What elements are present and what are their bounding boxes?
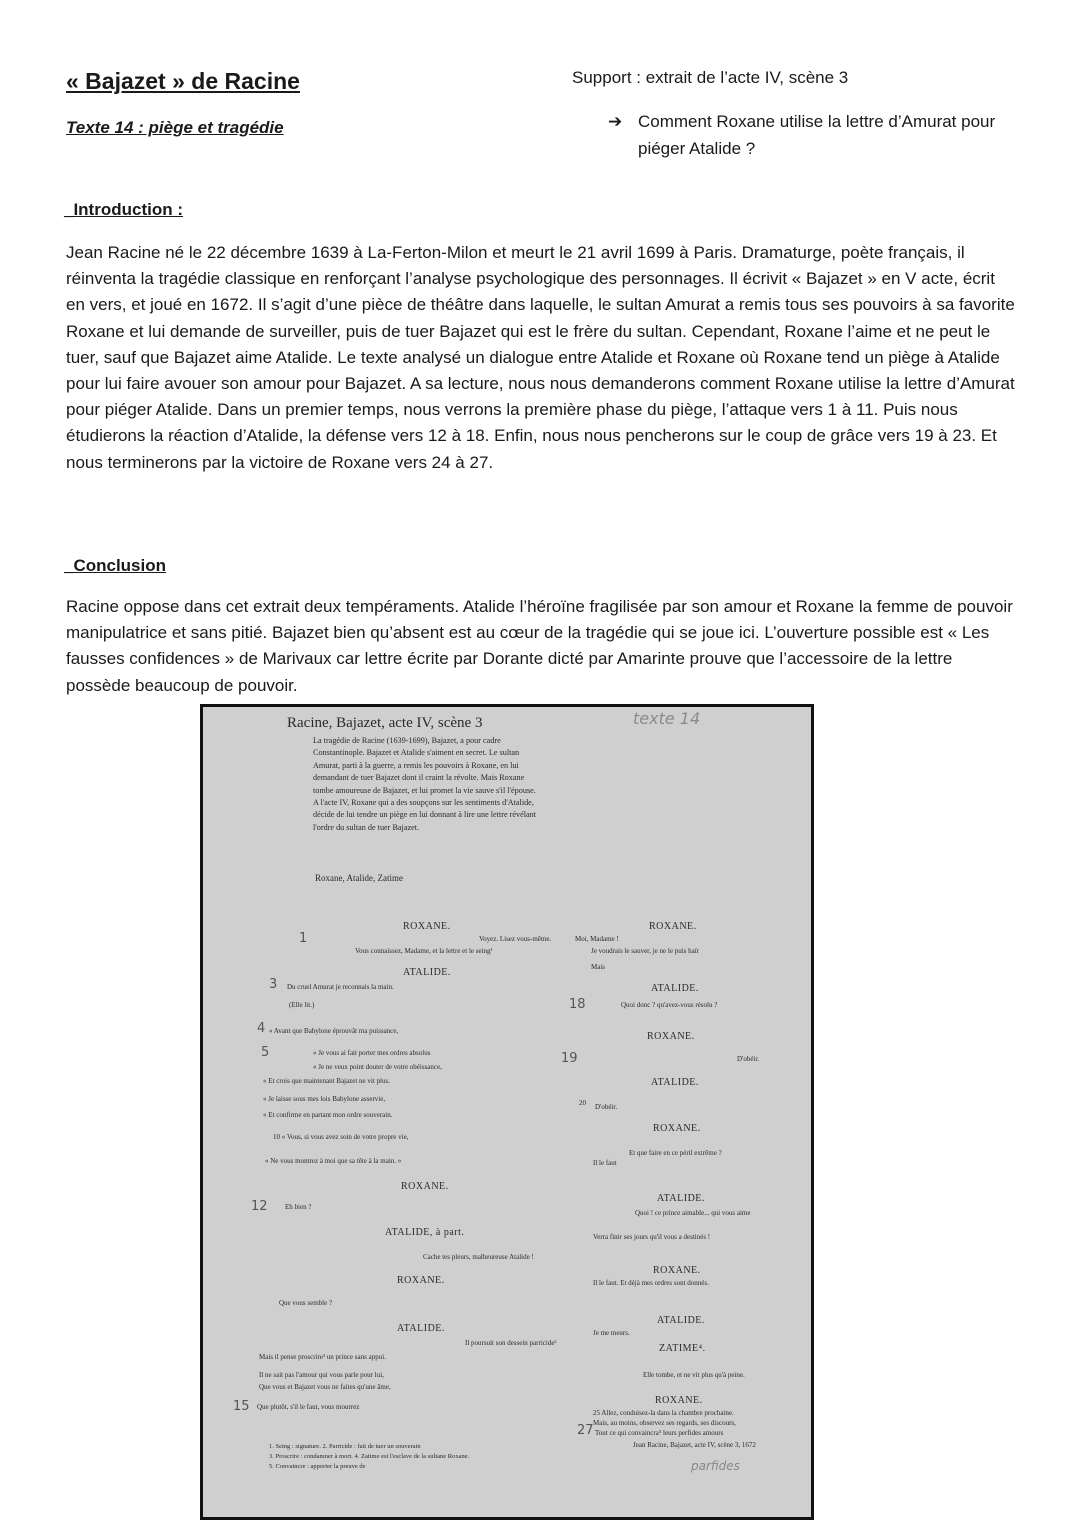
photo-line: ROXANE. [649, 921, 697, 932]
photo-line: ATALIDE. [657, 1315, 705, 1326]
photo-line: ATALIDE. [651, 983, 699, 994]
photo-line: Eh bien ? [285, 1203, 312, 1211]
photo-line: D'obéir. [595, 1103, 618, 1111]
photo-line: Mais [591, 963, 605, 971]
photo-characters: Roxane, Atalide, Zatime [315, 873, 403, 883]
photo-line: « Avant que Babylone éprouvât ma puissance, [269, 1027, 399, 1035]
photo-line: Du cruel Amurat je reconnais la main. [287, 983, 394, 991]
photo-line: ROXANE. [403, 921, 451, 932]
photo-line: Il le faut. Et déjà mes ordres sont donnés. [593, 1279, 709, 1287]
photo-line: ATALIDE. [397, 1323, 445, 1334]
introduction-heading: _Introduction : [64, 200, 183, 219]
photo-line: ROXANE. [647, 1031, 695, 1042]
photo-line: Elle tombe, et ne vit plus qu'à peine. [643, 1371, 745, 1379]
support-label: Support : extrait de l’acte IV, scène 3 [572, 68, 849, 87]
photo-line: « Je laisse sous mes lois Babylone asservie, [263, 1095, 386, 1103]
photo-line: Que vous et Bajazet vous ne faites qu'une âme, [259, 1383, 391, 1391]
photo-line: 25 Allez, conduisez-la dans la chambre prochaine. [593, 1409, 734, 1417]
photo-line: (Elle lit.) [289, 1001, 315, 1009]
scanned-text-photo [200, 704, 814, 1520]
photo-handwritten-tag: texte 14 [633, 709, 701, 728]
photo-intro: La tragédie de Racine (1639-1699), Bajazet, a pour cadre Constantinople. Bajazet et Atalide s'aiment en secret. Le sultan Amurat, parti à la guerre, a remis les pouvoirs à Roxane, en lui demandant de tuer Bajazet dont il craint la révolte. Mais Roxane tombe amoureuse de Bajazet, et lui promet la vie sauve s'il l'épouse. A l'acte IV, Roxane qui a des soupçons sur les sentiments d'Atalide, décide de lui tendre un piège en lui donnant à lire une lettre révélant l'ordre du sultan de tuer Bajazet. [313, 736, 537, 832]
photo-line: 15 [233, 1399, 250, 1414]
photo-line: Vous connaissez, Madame, et la lettre et le seing¹ [355, 947, 493, 955]
photo-line: ATALIDE. [651, 1077, 699, 1088]
photo-line: Et que faire en ce péril extrême ? [629, 1149, 722, 1157]
photo-line: « Je vous ai fait porter mes ordres absolus [313, 1049, 431, 1057]
photo-line: 27 [577, 1423, 594, 1438]
photo-line: 1 [299, 931, 308, 946]
photo-line: Verra finir ses jours qu'il vous a destinés ! [593, 1233, 711, 1241]
photo-line: Je voudrais le sauver, je ne le puis haïr [591, 947, 699, 955]
photo-line: ATALIDE, à part. [385, 1227, 465, 1238]
conclusion-heading: _Conclusion [64, 556, 167, 575]
photo-line: 3 [269, 977, 278, 992]
photo-line: 5. Convaincre : apporter la preuve de [269, 1463, 366, 1470]
photo-line: Tout ce qui convaincra⁵ leurs perfides amours [595, 1429, 724, 1437]
photo-line: 10 « Vous, si vous avez soin de votre propre vie, [273, 1133, 409, 1141]
photo-line: Jean Racine, Bajazet, acte IV, scène 3, 1672 [633, 1441, 756, 1449]
photo-line: Il le faut [593, 1159, 617, 1167]
photo-line: « Et confirme en partant mon ordre souverain. [263, 1111, 393, 1119]
photo-line: ATALIDE. [403, 967, 451, 978]
photo-line: Mais, au moins, observez ses regards, ses discours, [593, 1419, 736, 1427]
photo-line: Voyez. Lisez vous-même. [479, 935, 552, 943]
photo-line: D'obéir. [737, 1055, 760, 1063]
photo-line: 3. Proscrire : condamner à mort. 4. Zatime est l'esclave de la sultane Roxane. [269, 1453, 470, 1460]
photo-line: 20 [579, 1099, 586, 1107]
photo-line: ROXANE. [397, 1275, 445, 1286]
photo-line: « Je ne veux point douter de votre obéissance, [313, 1063, 442, 1071]
photo-line: 4 [257, 1021, 266, 1036]
photo-line: « Et crois que maintenant Bajazet ne vit plus. [263, 1077, 390, 1085]
photo-title: Racine, Bajazet, acte IV, scène 3 [287, 715, 483, 731]
photo-line: Mais il pense proscrire³ un prince sans appui. [259, 1353, 386, 1361]
photo-line: Que plutôt, s'il le faut, vous mourrez [257, 1403, 360, 1411]
document-title: « Bajazet » de Racine [66, 68, 300, 94]
photo-line: Il poursuit son dessein parricide² [465, 1339, 557, 1347]
photo-line: ROXANE. [653, 1123, 701, 1134]
photo-line: Moi, Madame ! [575, 935, 619, 943]
photo-line: Que vous semble ? [279, 1299, 333, 1307]
photo-line: 1. Seing : signature. 2. Parricide : fait de tuer un souverain [269, 1443, 421, 1450]
photo-line: ATALIDE. [657, 1193, 705, 1204]
photo-handwritten-note: parfides [691, 1459, 740, 1473]
photo-line: Je me meurs. [593, 1329, 630, 1337]
photo-line: Cache tes pleurs, malheureuse Atalide ! [423, 1253, 534, 1261]
document-subtitle: Texte 14 : piège et tragédie [66, 118, 284, 137]
photo-line: Quoi donc ? qu'avez-vous résolu ? [621, 1001, 718, 1009]
photo-line: 12 [251, 1199, 268, 1214]
conclusion-paragraph: Racine oppose dans cet extrait deux tempéraments. Atalide l’héroïne fragilisée par son amour et Roxane la femme de pouvoir manipulatrice et sans pitié. Bajazet bien qu’absent est au cœur de la tragédie qui se joue ici. L’ouverture possible est « Les fausses confidences » de Marivaux car lettre écrite par Dorante dicté par Amarinte prouve que l’accessoire de la lettre possède beaucoup de pouvoir. [66, 597, 1013, 695]
photo-line: Quoi ! ce prince aimable... qui vous aime [635, 1209, 751, 1217]
photo-line: ROXANE. [653, 1265, 701, 1276]
photo-line: ZATIME⁴. [659, 1343, 706, 1354]
photo-line: Il ne sait pas l'amour qui vous parle pour lui, [259, 1371, 384, 1379]
question-text: Comment Roxane utilise la lettre d’Amurat pour piéger Atalide ? [638, 112, 996, 158]
photo-line: 5 [261, 1045, 270, 1060]
introduction-paragraph: Jean Racine né le 22 décembre 1639 à La-Ferton-Milon et meurt le 21 avril 1699 à Paris. Dramaturge, poète français, il réinventa la tragédie classique en renforçant l’analyse psychologique des personnages. Il écrivit « Bajazet » en V acte, écrit en vers, et joué en 1672. Il s’agit d’une pièce de théâtre dans laquelle, le sultan Amurat a remis tous ses pouvoirs à sa favorite Roxane et lui demande de surveiller, puis de tuer Bajazet qui est le frère du sultan. Cependant, Roxane l’aime et ne peut le tuer, sauf que Bajazet aime Atalide. Le texte analysé un dialogue entre Atalide et Roxane où Roxane tend un piège à Atalide pour lui faire avouer son amour pour Bajazet. A sa lecture, nous nous demanderons comment Roxane utilise la lettre d’Amurat pour piéger Atalide. Dans un premier temps, nous verrons la première phase du piège, l’attaque vers 1 à 11. Puis nous étudierons la réaction d’Atalide, la défense vers 12 à 18. Enfin, nous nous pencherons sur le coup de grâce vers 19 à 23. Et nous terminerons par la victoire de Roxane vers 24 à 27. [66, 243, 1015, 472]
photo-line: 18 [569, 997, 586, 1012]
photo-line: ROXANE. [655, 1395, 703, 1406]
arrow-right-icon: ➔ [608, 112, 623, 131]
photo-line: ROXANE. [401, 1181, 449, 1192]
photo-line: « Ne vous montrez à moi que sa tête à la main. » [265, 1157, 402, 1165]
photo-line: 19 [561, 1051, 578, 1066]
